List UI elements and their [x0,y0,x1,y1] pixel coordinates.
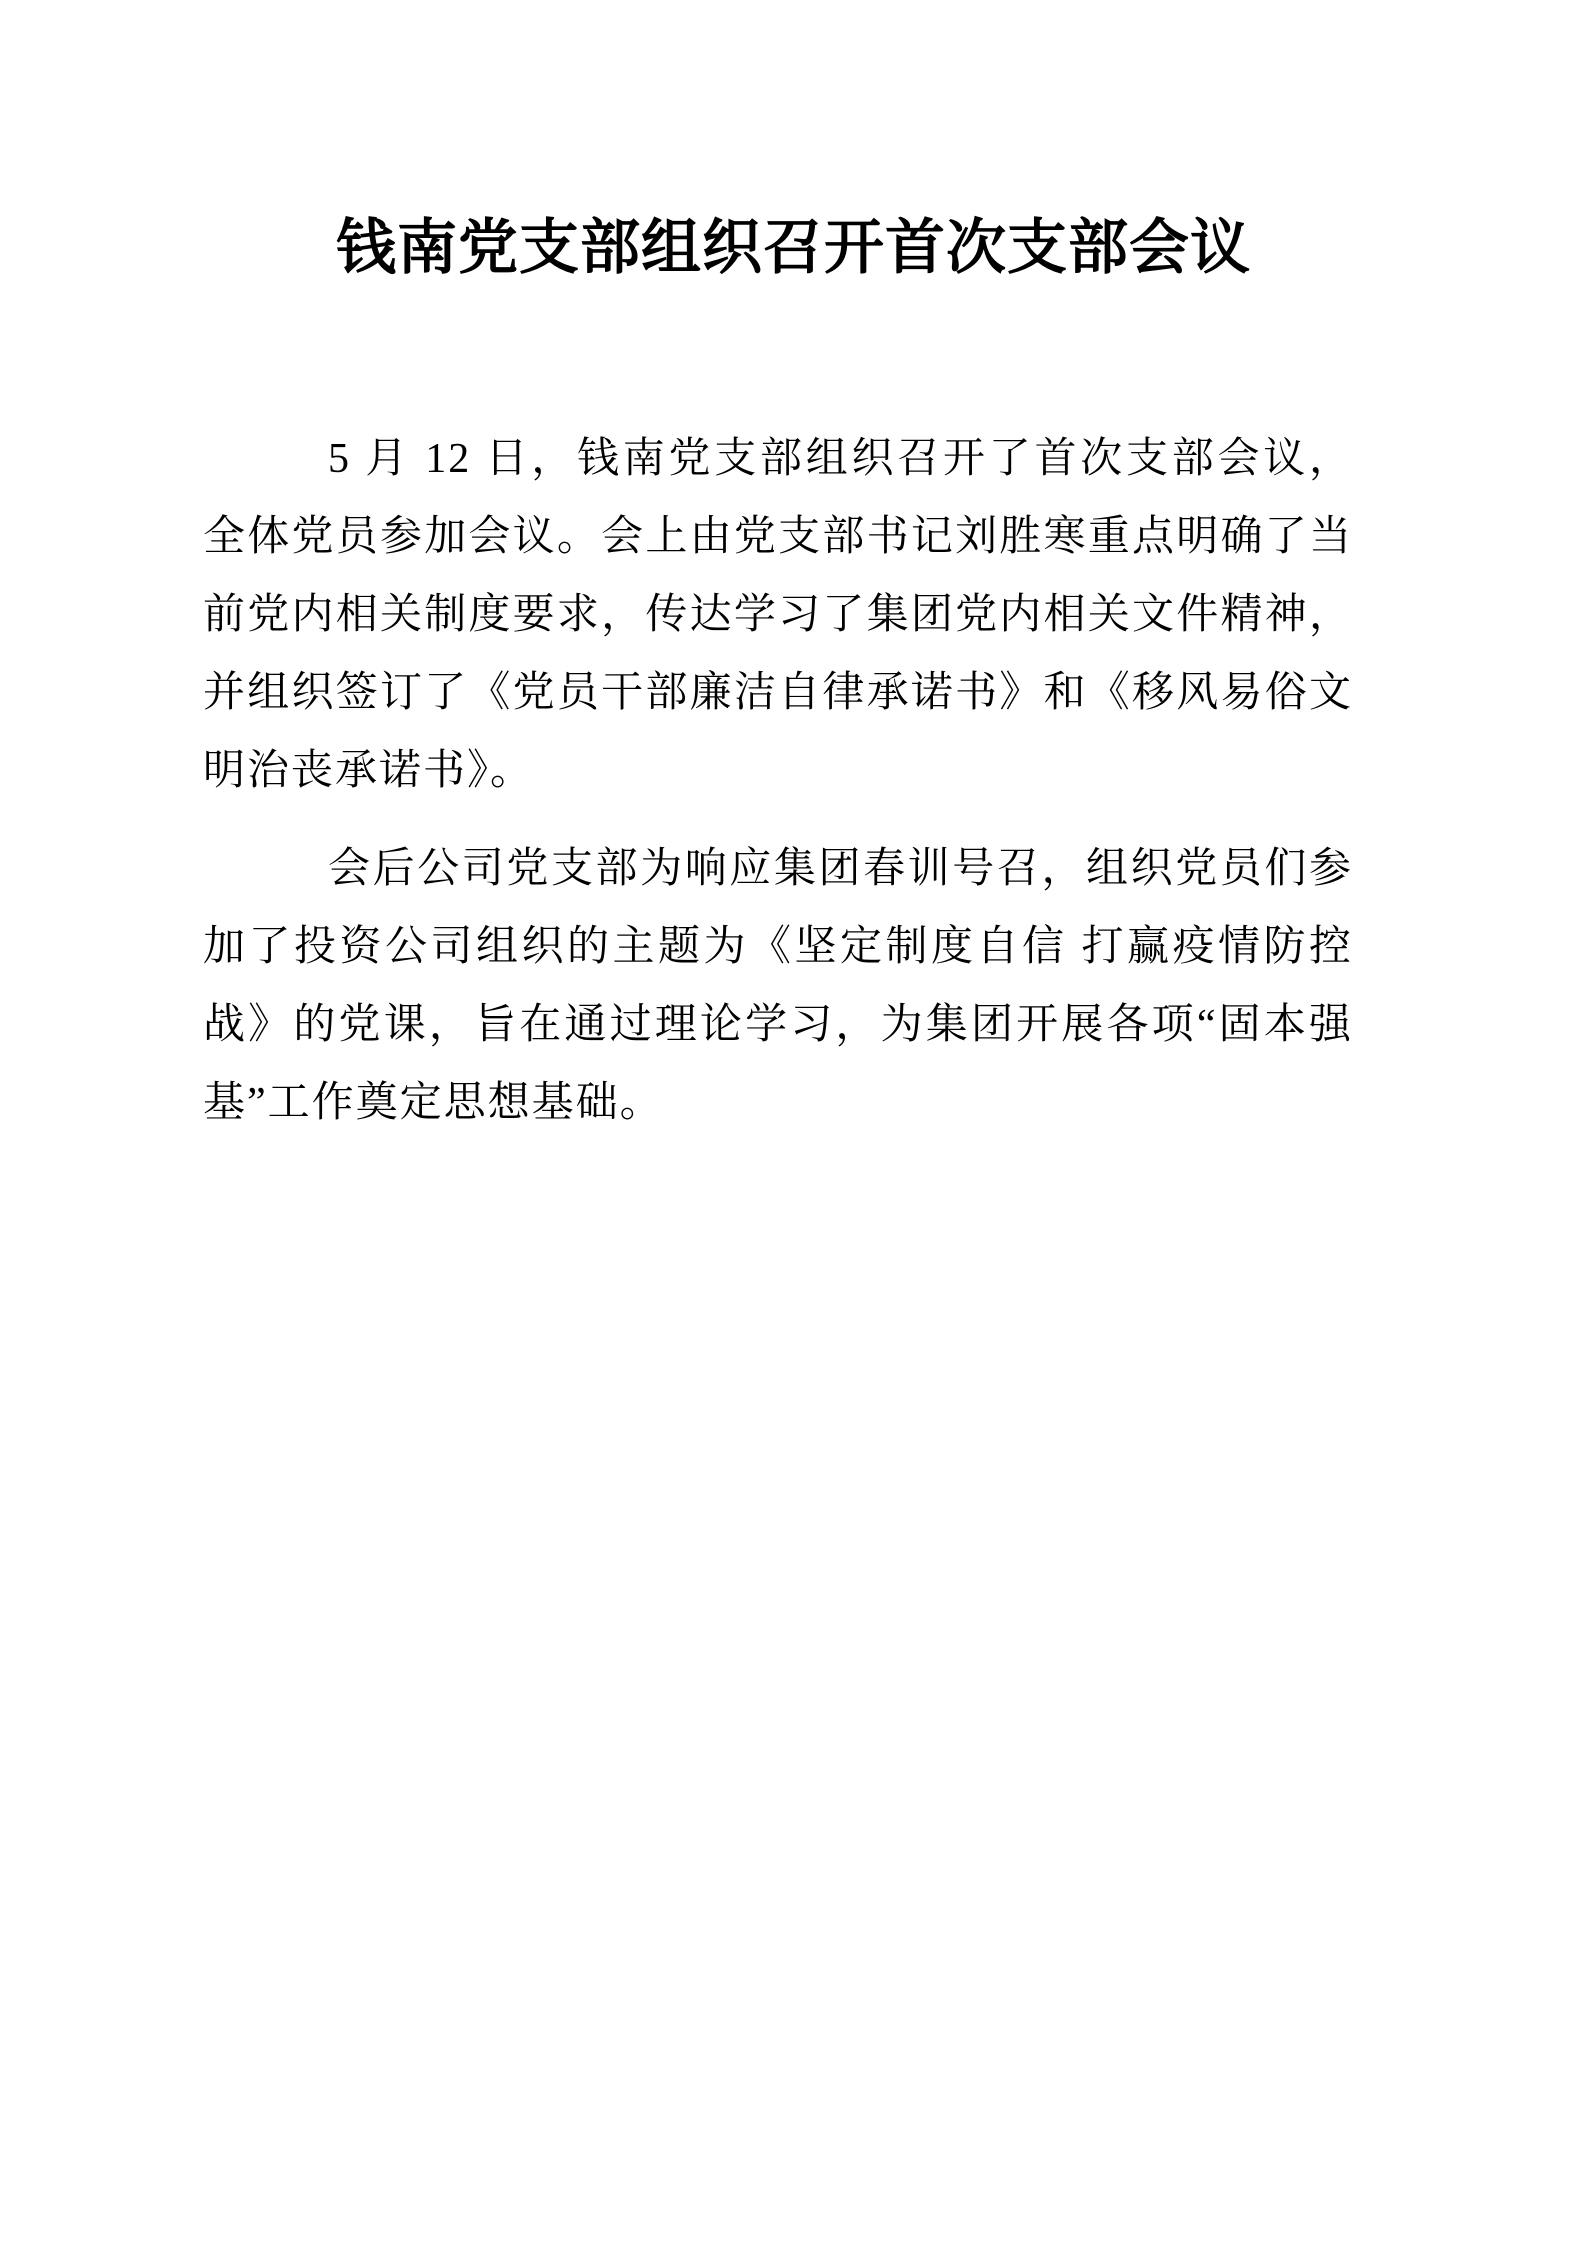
paragraph-1: 5 月 12 日，钱南党支部组织召开了首次支部会议，全体党员参加会议。会上由党支部书记刘胜寒重点明确了当前党内相关制度要求，传达学习了集团党内相关文件精神，并组织签订了《党员干部廉洁自律承诺书》和《移风易俗文明治丧承诺书》。 [203,436,1353,794]
document-title: 钱南党支部组织召开首次支部会议 [336,215,1251,281]
paragraph-2: 会后公司党支部为响应集团春训号召，组织党员们参加了投资公司组织的主题为《坚定制度自信 打赢疫情防控战》的党课，旨在通过理论学习，为集团开展各项“固本强基”工作奠定思想基础。 [203,846,1353,1126]
document-body [203,420,1353,1142]
